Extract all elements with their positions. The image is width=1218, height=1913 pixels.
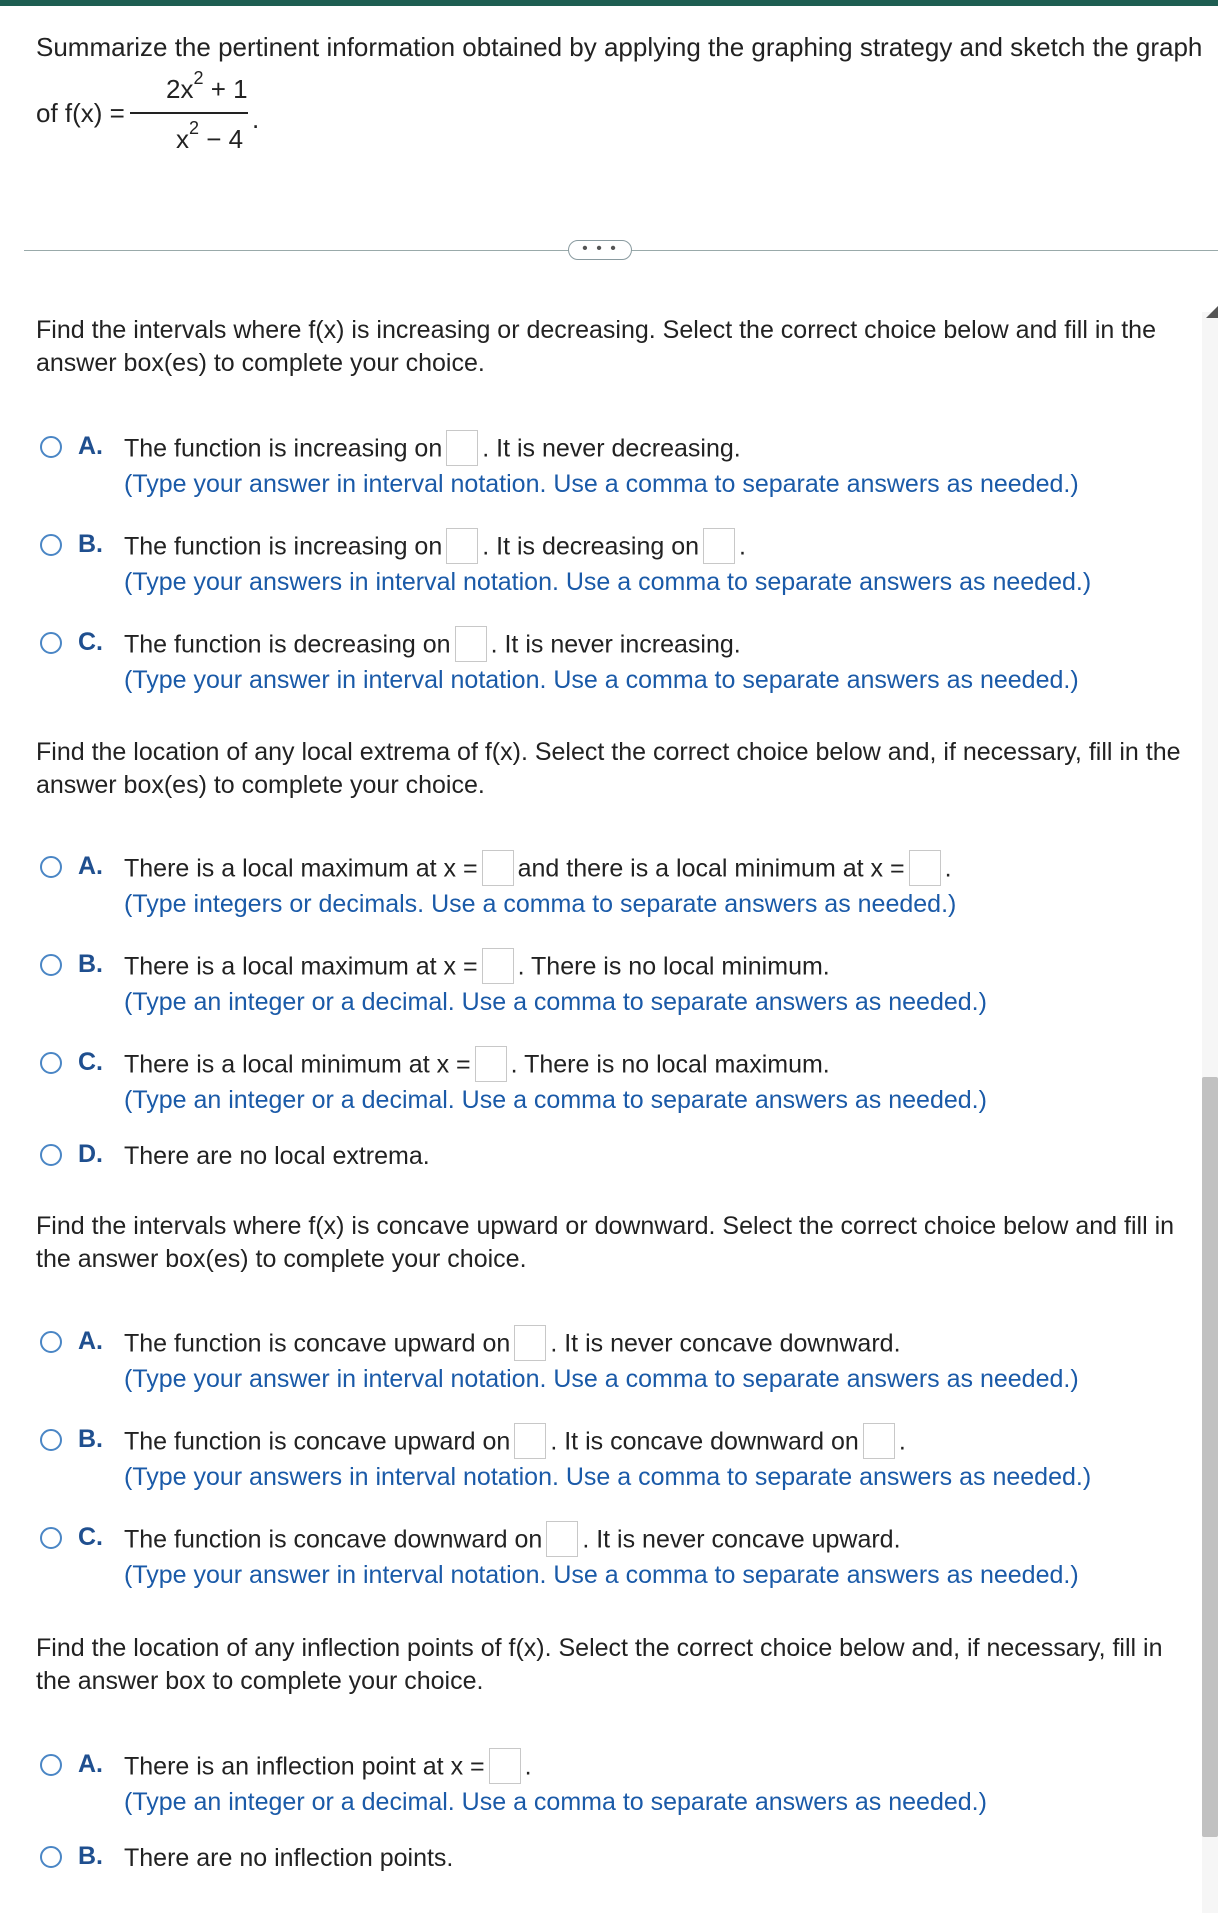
choice-pre: The function is concave downward on (124, 1525, 543, 1554)
prompt-local-extrema: Find the location of any local extrema of f(x). Select the correct choice below and, if necessary, fill in the answer box(es) to complete your choice. (36, 738, 1181, 799)
choice-text (124, 1048, 830, 1084)
radio-button[interactable] (40, 1052, 62, 1074)
answer-box[interactable] (863, 1423, 895, 1459)
radio-button[interactable] (40, 436, 62, 458)
more-options-button[interactable]: • • • (568, 240, 632, 260)
numerator-exponent: 2 (193, 68, 204, 89)
radio-button[interactable] (40, 1144, 62, 1166)
question-intro: Summarize the pertinent information obtained by applying the graphing strategy and sketch the graph (36, 32, 1203, 62)
radio-button[interactable] (40, 534, 62, 556)
answer-box[interactable] (514, 1423, 546, 1459)
scrollbar-thumb[interactable] (1202, 1077, 1218, 1837)
answer-box[interactable] (482, 948, 514, 984)
choice-pre: There is an inflection point at x = (124, 1752, 485, 1781)
fx-label: of f(x) = (36, 98, 125, 128)
radio-button[interactable] (40, 856, 62, 878)
choice-post: . (898, 1427, 906, 1456)
choice-text: There are no inflection points. (124, 1844, 454, 1872)
choice-letter: B. (78, 950, 103, 978)
choice-text (124, 1327, 901, 1363)
answer-box[interactable] (482, 850, 514, 886)
choice-hint: (Type your answer in interval notation. Use a comma to separate answers as needed.) (124, 666, 1079, 694)
answer-box[interactable] (546, 1521, 578, 1557)
fraction-denominator (176, 118, 244, 155)
scroll-up-arrow-icon[interactable] (1206, 306, 1218, 318)
top-accent-bar (0, 0, 1218, 6)
choice-mid: . It is decreasing on (482, 532, 700, 561)
choice-mid: and there is a local minimum at x = (517, 854, 905, 883)
choice-hint: (Type your answer in interval notation. Use a comma to separate answers as needed.) (124, 1561, 1079, 1589)
prompt-increasing-decreasing: Find the intervals where f(x) is increasing or decreasing. Select the correct choice below and fill in the answer box(es) to complete your choice. (36, 316, 1156, 377)
choice-letter: C. (78, 628, 103, 656)
choice-pre: The function is concave upward on (124, 1427, 511, 1456)
choice-text (124, 950, 830, 986)
choice-hint: (Type your answers in interval notation. Use a comma to separate answers as needed.) (124, 1463, 1092, 1491)
choice-hint: (Type integers or decimals. Use a comma to separate answers as needed.) (124, 890, 957, 918)
choice-mid: . It is never decreasing. (482, 434, 741, 463)
choice-text: There are no local extrema. (124, 1142, 430, 1170)
choice-letter: B. (78, 1842, 103, 1870)
prompt-inflection-points: Find the location of any inflection points of f(x). Select the correct choice below and, if necessary, fill in the answer box to complete your choice. (36, 1634, 1163, 1695)
choice-letter: A. (78, 1750, 103, 1778)
radio-button[interactable] (40, 1331, 62, 1353)
choice-letter: D. (78, 1140, 103, 1168)
fraction-bar (130, 112, 248, 114)
numerator-base: 2x (166, 74, 194, 104)
denominator-rest: − 4 (206, 124, 244, 154)
choice-text (124, 1425, 906, 1461)
choice-text (124, 628, 741, 664)
choice-letter: B. (78, 1425, 103, 1453)
choice-text (124, 1523, 901, 1559)
choice-letter: B. (78, 530, 103, 558)
choice-pre: There is a local maximum at x = (124, 854, 478, 883)
choice-mid: . (524, 1752, 532, 1781)
choice-hint: (Type your answer in interval notation. Use a comma to separate answers as needed.) (124, 470, 1079, 498)
answer-box[interactable] (703, 528, 735, 564)
choice-pre: The function is increasing on (124, 434, 443, 463)
answer-box[interactable] (455, 626, 487, 662)
choice-hint: (Type your answer in interval notation. Use a comma to separate answers as needed.) (124, 1365, 1079, 1393)
numerator-rest: + 1 (210, 74, 248, 104)
radio-button[interactable] (40, 632, 62, 654)
radio-button[interactable] (40, 1527, 62, 1549)
choice-pre: The function is decreasing on (124, 630, 451, 659)
radio-button[interactable] (40, 1846, 62, 1868)
radio-button[interactable] (40, 954, 62, 976)
choice-text (124, 852, 952, 888)
prompt-concavity: Find the intervals where f(x) is concave upward or downward. Select the correct choice below and fill in the answer box(es) to complete your choice. (36, 1212, 1175, 1273)
choice-letter: A. (78, 432, 103, 460)
denominator-base: x (176, 124, 189, 154)
choice-mid: . There is no local maximum. (510, 1050, 830, 1079)
choice-letter: A. (78, 1327, 103, 1355)
choice-post: . (739, 532, 746, 561)
choice-text (124, 530, 746, 566)
radio-button[interactable] (40, 1754, 62, 1776)
choice-hint: (Type your answers in interval notation. Use a comma to separate answers as needed.) (124, 568, 1092, 596)
choice-letter: C. (78, 1048, 103, 1076)
answer-box[interactable] (446, 430, 478, 466)
answer-box[interactable] (475, 1046, 507, 1082)
radio-button[interactable] (40, 1429, 62, 1451)
answer-box[interactable] (514, 1325, 546, 1361)
answer-box[interactable] (909, 850, 941, 886)
choice-mid: . It is never concave upward. (582, 1525, 901, 1554)
choice-post: . (944, 854, 952, 883)
choice-pre: There is a local maximum at x = (124, 952, 478, 981)
choice-letter: C. (78, 1523, 103, 1551)
choice-pre: The function is increasing on (124, 532, 443, 561)
choice-hint: (Type an integer or a decimal. Use a comma to separate answers as needed.) (124, 988, 987, 1016)
choice-mid: . It is concave downward on (550, 1427, 859, 1456)
choice-hint: (Type an integer or a decimal. Use a comma to separate answers as needed.) (124, 1086, 987, 1114)
choice-text (124, 432, 741, 468)
choice-hint: (Type an integer or a decimal. Use a comma to separate answers as needed.) (124, 1788, 987, 1816)
answer-box[interactable] (489, 1748, 521, 1784)
fraction-numerator (166, 68, 248, 105)
answer-box[interactable] (446, 528, 478, 564)
choice-pre: The function is concave upward on (124, 1329, 511, 1358)
period: . (252, 104, 260, 134)
choice-mid: . There is no local minimum. (517, 952, 830, 981)
choice-mid: . It is never concave downward. (550, 1329, 901, 1358)
choice-pre: There is a local minimum at x = (124, 1050, 471, 1079)
choice-text (124, 1750, 532, 1786)
choice-letter: A. (78, 852, 103, 880)
denominator-exponent: 2 (189, 118, 200, 139)
choice-mid: . It is never increasing. (490, 630, 741, 659)
